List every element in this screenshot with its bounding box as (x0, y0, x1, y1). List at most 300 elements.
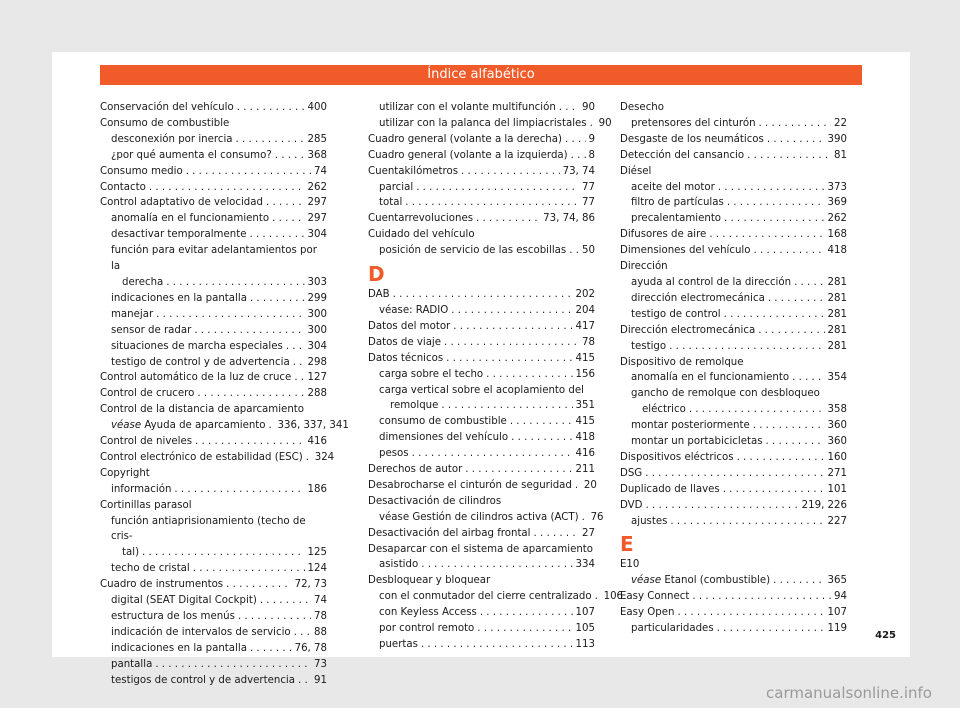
entry-page-ref: 101 (827, 483, 847, 495)
index-heading: función para evitar adelantamientos por la (111, 245, 317, 273)
entry-term: Cuentakilómetros (368, 165, 459, 177)
index-entry (620, 418, 847, 434)
leader-dots (197, 386, 304, 402)
entry-term: estructura de los menús (111, 611, 235, 622)
index-entry (100, 577, 327, 593)
entry-page-ref: 334 (575, 559, 595, 571)
index-column-3 (620, 100, 847, 637)
index-entry (100, 227, 327, 243)
leader-dots (444, 335, 579, 351)
entry-page-ref: 74 (314, 595, 327, 607)
watermark-text: carmanualsonline.info (766, 684, 932, 702)
entry-term: posición de servicio de las escobillas (379, 245, 567, 257)
leader-dots (293, 355, 305, 371)
entry-term: Dispositivos eléctricos (620, 451, 734, 463)
index-column-2 (368, 100, 624, 653)
index-entry (620, 195, 847, 211)
index-page (52, 52, 910, 686)
index-entry (100, 450, 335, 466)
leader-dots (142, 545, 305, 561)
index-entry (100, 673, 327, 689)
index-entry (100, 148, 327, 164)
leader-dots (724, 307, 825, 323)
leader-dots (250, 641, 292, 657)
entry-term: total (379, 197, 403, 209)
entry-page-ref: 300 (307, 324, 327, 336)
leader-dots (461, 164, 560, 180)
leader-dots (773, 573, 824, 589)
entry-page-ref: 297 (307, 197, 327, 209)
leader-dots (747, 148, 831, 164)
entry-page-ref: 22 (834, 117, 847, 129)
entry-term-text: Etanol (combustible) (664, 575, 771, 587)
leader-dots (155, 657, 311, 673)
index-entry (100, 195, 327, 211)
index-heading: Dirección (620, 261, 668, 273)
entry-page-ref: 418 (575, 432, 595, 444)
index-heading: Desactivación de cilindros (368, 495, 502, 507)
section-letter: D (368, 262, 385, 287)
entry-page-ref: 107 (827, 607, 847, 619)
leader-dots (724, 211, 825, 227)
entry-term: carga sobre el techo (379, 368, 484, 380)
index-entry (368, 335, 595, 351)
entry-term: Difusores de aire (620, 229, 707, 241)
entry-term: con el conmutador del cierre centralizado (379, 591, 592, 603)
index-columns (100, 100, 862, 686)
leader-dots (768, 291, 825, 307)
leader-dots (260, 593, 311, 609)
index-entry (620, 589, 847, 605)
entry-term: por control remoto (379, 623, 475, 635)
index-entry (620, 243, 847, 259)
index-entry (368, 446, 595, 462)
leader-dots (465, 462, 572, 478)
index-entry (100, 545, 327, 561)
leader-dots (534, 526, 580, 542)
entry-term: DVD (620, 499, 643, 511)
entry-page-ref: 8 (588, 149, 595, 161)
leader-dots (753, 418, 825, 434)
entry-term: aceite del motor (631, 181, 715, 193)
entry-term: tal) (122, 547, 140, 559)
leader-dots (238, 609, 311, 625)
index-entry (620, 227, 847, 243)
entry-page-ref: 360 (827, 436, 847, 448)
entry-page-ref: 156 (575, 368, 595, 380)
entry-term: Easy Open (620, 607, 675, 619)
entry-page-ref: 78 (582, 336, 595, 348)
entry-term: Cuadro general (volante a la derecha) (368, 133, 562, 145)
index-entry (100, 625, 327, 641)
entry-term: Control de crucero (100, 388, 195, 400)
entry-page-ref: 418 (827, 245, 847, 257)
leader-dots (294, 370, 304, 386)
entry-term: desconexión por inercia (111, 133, 233, 145)
entry-term: Desgaste de los neumáticos (620, 133, 764, 145)
index-entry (100, 418, 349, 434)
index-entry (368, 195, 595, 211)
entry-term: techo de cristal (111, 563, 190, 575)
index-entry (368, 557, 595, 573)
entry-page-ref: 227 (827, 515, 847, 527)
entry-term: utilizar con el volante multifunción (379, 102, 556, 113)
entry-page-ref: 336, 337, 341 (277, 420, 349, 432)
entry-page-ref: 281 (827, 340, 847, 352)
entry-page-ref: 160 (827, 451, 847, 463)
index-entry (100, 132, 327, 148)
leader-dots (582, 510, 588, 526)
entry-page-ref: 415 (575, 416, 595, 428)
entry-term: pesos (379, 448, 409, 460)
index-entry (620, 211, 847, 227)
index-entry (368, 211, 595, 227)
entry-term: dimensiones del vehículo (379, 432, 509, 444)
entry-term: puertas (379, 639, 418, 650)
index-entry (100, 211, 327, 227)
leader-dots (453, 319, 572, 335)
index-heading: gancho de remolque con desbloqueo (631, 388, 820, 400)
entry-page-ref: 20 (583, 479, 597, 491)
leader-dots (645, 498, 798, 514)
index-entry (368, 148, 595, 164)
entry-page-ref: 27 (582, 527, 595, 539)
index-entry (100, 657, 327, 673)
leader-dots (510, 414, 573, 430)
entry-page-ref: 76, 78 (294, 642, 327, 654)
entry-term: indicaciones en la pantalla (111, 642, 247, 654)
index-entry (368, 605, 595, 621)
index-entry (620, 116, 847, 132)
leader-dots (476, 211, 540, 227)
entry-page-ref: 186 (307, 483, 327, 495)
page-title: Índice alfabético (427, 67, 535, 82)
index-entry (100, 164, 327, 180)
leader-dots (149, 180, 305, 196)
leader-dots (689, 402, 825, 418)
leader-dots (480, 605, 573, 621)
leader-dots (412, 446, 573, 462)
entry-page-ref: 298 (307, 356, 327, 368)
entry-page-ref: 281 (827, 276, 847, 288)
leader-dots (677, 605, 824, 621)
leader-dots (416, 180, 579, 196)
entry-term: pretensores del cinturón (631, 117, 756, 129)
index-entry (368, 621, 595, 637)
leader-dots (571, 148, 586, 164)
entry-page-ref: 219, 226 (801, 499, 847, 511)
page-number: 425 (875, 630, 896, 641)
entry-term: desactivar temporalmente (111, 229, 247, 241)
entry-term: Consumo medio (100, 165, 183, 177)
index-entry (620, 514, 847, 530)
section-letter: E (620, 532, 634, 557)
index-entry (620, 370, 847, 386)
leader-dots (275, 148, 305, 164)
index-heading: Desaparcar con el sistema de aparcamiento (368, 543, 594, 555)
entry-term: precalentamiento (631, 213, 722, 225)
leader-dots (249, 227, 304, 243)
index-heading: E10 (620, 559, 640, 571)
entry-see-prefix: véase (631, 575, 662, 587)
index-entry (100, 339, 327, 355)
entry-page-ref: 124 (307, 563, 327, 575)
entry-page-ref: 73, 74, 86 (543, 213, 595, 225)
entry-page-ref: 415 (575, 352, 595, 364)
leader-dots (590, 116, 596, 132)
entry-term: sensor de radar (111, 324, 192, 336)
entry-page-ref: 271 (827, 467, 847, 479)
entry-page-ref: 73 (314, 658, 327, 670)
index-entry (620, 132, 847, 148)
entry-term (631, 573, 770, 589)
leader-dots (194, 323, 304, 339)
index-entry (620, 402, 847, 418)
index-entry (100, 180, 327, 196)
entry-page-ref: 91 (314, 674, 327, 686)
index-entry (368, 132, 595, 148)
leader-dots (193, 561, 305, 577)
index-entry (620, 148, 847, 164)
leader-dots (486, 367, 572, 383)
index-entry (620, 275, 847, 291)
index-entry (620, 450, 847, 466)
leader-dots (269, 418, 275, 434)
entry-page-ref: 168 (827, 229, 847, 241)
index-heading: función antiaprisionamiento (techo de cris- (111, 515, 306, 543)
entry-term: Contacto (100, 181, 146, 193)
index-entry (620, 434, 847, 450)
index-entry (368, 180, 595, 196)
entry-page-ref: 90 (598, 117, 612, 129)
entry-page-ref: 105 (575, 623, 595, 635)
entry-term: anomalía en el funcionamiento (631, 372, 790, 384)
leader-dots (226, 577, 291, 593)
entry-page-ref: 107 (575, 607, 595, 619)
entry-term: indicación de intervalos de servicio (111, 626, 291, 638)
index-entry (100, 307, 327, 323)
leader-dots (559, 100, 579, 116)
entry-page-ref: 416 (575, 448, 595, 460)
entry-term: remolque (390, 400, 439, 412)
leader-dots (670, 514, 824, 530)
entry-page-ref: 81 (834, 149, 847, 161)
index-entry (368, 430, 595, 446)
leader-dots (758, 323, 824, 339)
index-entry (620, 573, 847, 589)
entry-term: Control automático de la luz de cruce (100, 372, 292, 384)
entry-term: montar posteriormente (631, 420, 750, 432)
entry-page-ref: 297 (307, 213, 327, 225)
index-entry (620, 466, 847, 482)
leader-dots (446, 351, 572, 367)
index-entry (368, 510, 604, 526)
entry-page-ref: 369 (827, 197, 847, 209)
entry-term: anomalía en el funcionamiento (111, 213, 270, 225)
entry-page-ref: 300 (307, 308, 327, 320)
entry-term: situaciones de marcha especiales (111, 340, 283, 352)
index-entry (368, 100, 595, 116)
entry-term: montar un portabicicletas (631, 436, 763, 448)
entry-page-ref: 74 (314, 165, 327, 177)
entry-page-ref: 72, 73 (294, 579, 327, 591)
entry-page-ref: 304 (307, 340, 327, 352)
entry-page-ref: 324 (314, 451, 335, 463)
leader-dots (565, 132, 586, 148)
leader-dots (575, 478, 581, 494)
entry-page-ref: 373 (827, 181, 847, 193)
entry-term: consumo de combustible (379, 416, 507, 428)
entry-term (111, 418, 266, 434)
leader-dots (405, 195, 579, 211)
index-entry (100, 370, 327, 386)
index-entry (100, 434, 327, 450)
entry-term: DAB (368, 289, 390, 301)
entry-page-ref: 204 (575, 304, 595, 316)
entry-term: Datos del motor (368, 320, 451, 332)
entry-page-ref: 77 (582, 197, 595, 209)
leader-dots (294, 625, 311, 641)
index-entry (368, 414, 595, 430)
entry-page-ref: 358 (827, 404, 847, 416)
index-entry (368, 116, 612, 132)
entry-term: Control adaptativo de velocidad (100, 197, 263, 209)
entry-see-prefix: véase (111, 420, 142, 432)
entry-page-ref: 262 (307, 181, 327, 193)
leader-dots (306, 450, 312, 466)
entry-page-ref: 73, 74 (562, 165, 595, 177)
entry-page-ref: 88 (314, 626, 327, 638)
index-entry (620, 605, 847, 621)
index-entry (368, 319, 595, 335)
leader-dots (737, 450, 825, 466)
entry-term: ¿por qué aumenta el consumo? (111, 149, 272, 161)
entry-page-ref: 281 (827, 292, 847, 304)
entry-page-ref: 50 (582, 245, 595, 257)
index-entry (100, 323, 327, 339)
leader-dots (692, 589, 831, 605)
leader-dots (792, 370, 824, 386)
leader-dots (718, 180, 825, 196)
entry-term: eléctrico (642, 404, 686, 416)
leader-dots (451, 303, 572, 319)
leader-dots (266, 195, 305, 211)
index-heading: carga vertical sobre el acoplamiento del (379, 384, 584, 396)
entry-term-text: Ayuda de aparcamiento (144, 420, 266, 432)
index-entry (620, 307, 847, 323)
entry-page-ref: 125 (307, 547, 327, 559)
index-heading: Copyright (100, 467, 150, 479)
entry-term: manejar (111, 308, 154, 320)
leader-dots (753, 243, 824, 259)
leader-dots (709, 227, 824, 243)
leader-dots (393, 287, 573, 303)
leader-dots (421, 637, 573, 653)
entry-term: información (111, 483, 172, 495)
index-heading: Consumo de combustible (100, 117, 230, 129)
page-header (100, 65, 862, 85)
index-heading: Control de la distancia de aparcamiento (100, 404, 304, 416)
entry-page-ref: 113 (575, 639, 595, 650)
index-entry (620, 291, 847, 307)
entry-term: filtro de partículas (631, 197, 724, 209)
leader-dots (174, 482, 304, 498)
entry-page-ref: 285 (307, 133, 327, 145)
index-entry (100, 100, 327, 116)
leader-dots (166, 275, 304, 291)
leader-dots (794, 275, 824, 291)
entry-term: Detección del cansancio (620, 149, 745, 161)
entry-term: Dirección electromecánica (620, 324, 756, 336)
leader-dots (272, 211, 304, 227)
entry-page-ref: 78 (314, 611, 327, 622)
leader-dots (669, 339, 824, 355)
entry-term: Datos técnicos (368, 352, 444, 364)
entry-page-ref: 119 (827, 623, 847, 635)
entry-page-ref: 368 (307, 149, 327, 161)
index-entry (620, 621, 847, 637)
leader-dots (298, 673, 311, 689)
entry-term: Dimensiones del vehículo (620, 245, 751, 257)
index-entry (620, 180, 847, 196)
entry-term: parcial (379, 181, 414, 193)
index-entry (368, 351, 595, 367)
entry-term: indicaciones en la pantalla (111, 292, 247, 304)
entry-term: testigos de control y de advertencia (111, 674, 295, 686)
entry-term: DSG (620, 467, 643, 479)
index-entry (368, 462, 595, 478)
entry-term: Duplicado de llaves (620, 483, 720, 495)
index-entry (620, 482, 847, 498)
leader-dots (250, 291, 305, 307)
entry-term: Desactivación del airbag frontal (368, 527, 531, 539)
entry-term: véase Gestión de cilindros activa (ACT) (379, 511, 579, 523)
index-entry (368, 303, 595, 319)
leader-dots (186, 164, 311, 180)
index-heading: Desbloquear y bloquear (368, 575, 491, 587)
index-entry (368, 637, 595, 653)
entry-term: particularidades (631, 623, 714, 635)
index-entry (368, 398, 595, 414)
index-entry (100, 291, 327, 307)
leader-dots (723, 482, 825, 498)
entry-term: asistido (379, 559, 419, 571)
entry-page-ref: 390 (827, 133, 847, 145)
index-entry (100, 355, 327, 371)
entry-term: testigo de control (631, 308, 721, 320)
entry-page-ref: 76 (590, 511, 604, 523)
index-entry (620, 323, 847, 339)
index-entry (100, 561, 327, 577)
entry-term: testigo (631, 340, 667, 352)
index-heading: Desecho (620, 102, 664, 113)
index-heading: Cuidado del vehículo (368, 229, 475, 241)
index-entry (620, 339, 847, 355)
leader-dots (767, 132, 825, 148)
entry-page-ref: 417 (575, 320, 595, 332)
entry-page-ref: 94 (834, 591, 847, 603)
index-entry (100, 275, 327, 291)
leader-dots (717, 621, 825, 637)
index-entry (368, 589, 624, 605)
entry-term: Cuadro general (volante a la izquierda) (368, 149, 568, 161)
entry-term: dirección electromecánica (631, 292, 765, 304)
entry-page-ref: 211 (575, 464, 595, 476)
index-heading: Dispositivo de remolque (620, 356, 744, 368)
entry-page-ref: 416 (307, 436, 327, 448)
leader-dots (569, 243, 579, 259)
leader-dots (645, 466, 824, 482)
